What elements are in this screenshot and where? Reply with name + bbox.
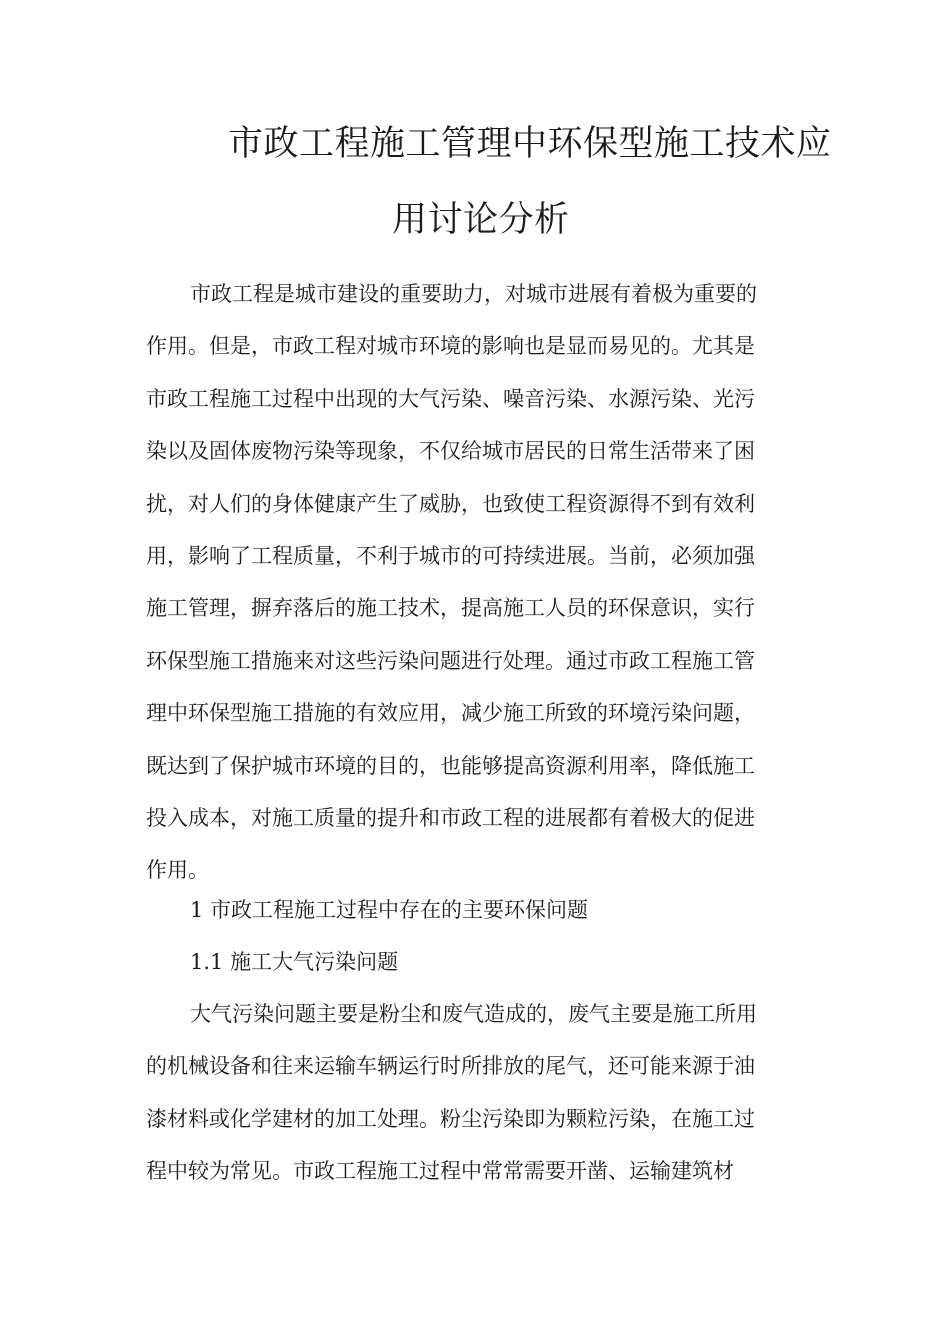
subsection-heading-1-1 [146,936,806,988]
paragraph-line: 作用。 [146,858,209,883]
paragraph-line: 程中较为常见。市政工程施工过程中常常需要开凿、运输建筑材 [146,1159,734,1184]
subsection-heading-text: 1.1 施工大气污染问题 [190,950,399,974]
paragraph-line: 的机械设备和往来运输车辆运行时所排放的尾气，还可能来源于油 [146,1054,755,1079]
intro-paragraph [146,268,806,897]
paragraph-line: 既达到了保护城市环境的目的，也能够提高资源利用率，降低施工 [146,753,755,778]
paragraph-line: 环保型施工措施来对这些污染问题进行处理。通过市政工程施工管 [146,648,755,673]
paragraph-line: 大气污染问题主要是粉尘和废气造成的，废气主要是施工所用 [190,1002,757,1026]
section-heading-1 [146,884,806,936]
document-title-line-2: 用讨论分析 [392,200,570,240]
paragraph-line: 施工管理，摒弃落后的施工技术，提高施工人员的环保意识，实行 [146,596,755,621]
paragraph-line: 理中环保型施工措施的有效应用，减少施工所致的环境污染问题， [146,701,755,726]
paragraph-line: 市政工程施工过程中出现的大气污染、噪音污染、水源污染、光污 [146,386,755,411]
air-pollution-paragraph [146,988,806,1198]
paragraph-line: 漆材料或化学建材的加工处理。粉尘污染即为颗粒污染，在施工过 [146,1106,755,1131]
paragraph-line: 投入成本，对施工质量的提升和市政工程的进展都有着极大的促进 [146,805,755,830]
paragraph-line: 作用。但是，市政工程对城市环境的影响也是显而易见的。尤其是 [146,334,755,359]
section-heading-text: 1 市政工程施工过程中存在的主要环保问题 [190,898,589,922]
paragraph-line: 扰，对人们的身体健康产生了威胁，也致使工程资源得不到有效利 [146,491,755,516]
document-title-line-1: 市政工程施工管理中环保型施工技术应 [228,124,832,164]
paragraph-line: 染以及固体废物污染等现象，不仅给城市居民的日常生活带来了困 [146,439,755,464]
paragraph-line: 市政工程是城市建设的重要助力，对城市进展有着极为重要的 [190,282,757,306]
paragraph-line: 用，影响了工程质量，不利于城市的可持续进展。当前，必须加强 [146,543,755,568]
